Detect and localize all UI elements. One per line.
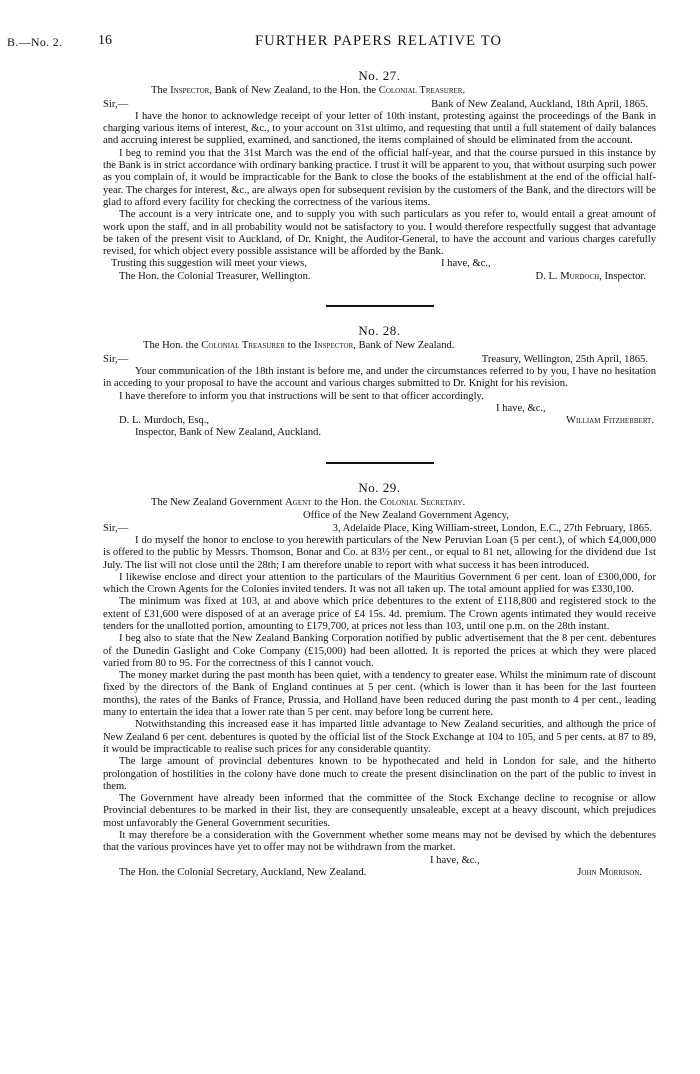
paragraph: I do myself the honor to enclose to you herewith particulars of the New Peruvian Loan (5 per cent.), of which £4,000,000 is offered to the public by Messrs. Thomson, Bonar and Co. at 83½ per cent., or equal to 81 net, allowing for the dividend due 1st July. The list will not close until the 28th; I am therefore unable to report with what success it has been introduced. xyxy=(103,534,656,571)
letter-number: No. 29. xyxy=(358,479,401,495)
heading-text: . xyxy=(462,85,466,97)
salutation: Sir,— xyxy=(103,98,129,110)
paragraph: It may therefore be a consideration with the Government whether some means may not be devised by which the debentures that the various provinces have yet to offer may not be withdrawn from the market. xyxy=(103,830,656,854)
heading-recipient: Inspector xyxy=(314,340,354,352)
office-line xyxy=(103,510,656,522)
heading-text: The xyxy=(151,85,171,97)
addressee: The Hon. the Colonial Secretary, Auckland, New Zealand. xyxy=(119,866,367,878)
signatory: John Morrison. xyxy=(577,866,642,878)
letter-heading xyxy=(151,497,656,509)
office: Office of the New Zealand Government Agency, xyxy=(303,510,509,522)
paragraph: Notwithstanding this increased ease it has imparted little advantage to New Zealand securities, and although the price of New Zealand 6 per cent. debentures is quoted by the official list of the Stock Exchange at 104 to 105, and 5 per cents. at 87 to 89, it would be impracticable to realise such prices for any considerable quantity. xyxy=(103,719,656,755)
paper-reference: B.—No. 2. xyxy=(7,35,63,49)
letter-29 xyxy=(103,479,656,880)
addressee: D. L. Murdoch, Esq., xyxy=(119,415,210,427)
heading-text: , Bank of New Zealand, to the Hon. the xyxy=(209,85,379,97)
closing-sign: I have, &c., xyxy=(430,854,480,866)
addressee-line-2 xyxy=(103,427,656,439)
page-number: 16 xyxy=(98,33,112,48)
closing-sign: I have, &c., xyxy=(496,402,546,414)
salutation-line xyxy=(103,354,656,366)
paragraph: I have therefore to inform you that instructions will be sent to that officer accordingly. xyxy=(119,390,484,402)
addressee-line xyxy=(103,271,656,283)
heading-recipient: Colonial Secretary xyxy=(379,497,463,509)
addressee: The Hon. the Colonial Treasurer, Wellington. xyxy=(119,270,311,282)
paragraph: I have the honor to acknowledge receipt of your letter of 10th instant, protesting against the proceedings of the Bank in charging various items of interest, &c., to your account on 31st ultimo, and requesting that until a full statement of daily balances and accruing interest be supplied, examined, and sanctioned, the items complained of should be eliminated from the account. xyxy=(103,110,656,147)
paragraph: I likewise enclose and direct your attention to the particulars of the Mauritius Government 6 per cent. loan of £300,000, for which the Crown Agents for the Colonies invited tenders. It was not all taken up. The total amount applied for was £330,100. xyxy=(103,571,656,596)
paragraph: The Government have already been informed that the committee of the Stock Exchange decline to recognise or allow Provincial debentures to be marked in their list, they are consequently unsaleable, except at a heavy discount, which prejudices most unfavorably the General Government securities. xyxy=(103,793,656,829)
closing-sign: I have, &c., xyxy=(441,258,491,270)
paragraph: I beg to remind you that the 31st March was the end of the official half-year, and that the course pursued in this instance by the Bank is in strict accordance with ordinary banking practice. I trust it will be apparent to you, that without usurping such power as you complain of, it would be impracticable for the Bank to close the books of the establishment at the end of the official half-year. The charges for interest, &c., are always open for subsequent revision by the customers of the Bank, and the directors will be glad to afford every facility for checking the correctness of the various items. xyxy=(103,147,656,208)
letter-heading xyxy=(151,85,656,97)
closing-line xyxy=(103,403,656,415)
signatory: William Fitzherbert. xyxy=(565,415,654,427)
addressee-detail: Inspector, Bank of New Zealand, Auckland. xyxy=(135,427,322,439)
letter-27 xyxy=(103,70,656,283)
heading-text: , Bank of New Zealand. xyxy=(353,340,455,352)
heading-text: . xyxy=(462,497,466,509)
addressee-line xyxy=(103,415,656,427)
letter-number: No. 27. xyxy=(358,68,401,83)
heading-sender: Agent xyxy=(285,497,312,509)
paragraph: The large amount of provincial debentures known to be hypothecated and held in London for sale, and the hitherto prolongation of hostilities in the colony have done much to create the present disinclination on the part of the public to invest in them. xyxy=(103,756,656,792)
heading-text: The Hon. the xyxy=(143,340,202,352)
letter-28 xyxy=(103,325,656,440)
place-date: 3, Adelaide Place, King William-street, London, E.C., 27th February, 1865. xyxy=(332,522,652,534)
closing-line xyxy=(103,258,656,270)
page-body xyxy=(103,70,656,879)
paragraph: The money market during the past month has been quiet, with a tendency to greater ease. Whilst the minimum rate of discount fixed by the directors of the Bank of England continues at 5 per cent. (which is lower than it has been for the last fourteen months), the rates of the Banks of France, Prussia, and Holland have been reduced during the past month to 4 per cent., leading many to entertain the idea that a lower rate than 5 per cent. may before long be current here. xyxy=(103,670,656,719)
running-title: FURTHER PAPERS RELATIVE TO xyxy=(255,33,503,49)
page-header xyxy=(0,33,700,52)
addressee-line xyxy=(103,867,656,879)
paragraph: I beg also to state that the New Zealand Banking Corporation notified by public advertisement that the 8 per cent. debentures of the Dunedin Gaslight and Coke Company (£15,000) had been allotted. It is reported the prices at which they were placed varied from 80 to 95. For the correctness of this I cannot vouch. xyxy=(103,633,656,669)
paragraph: The account is a very intricate one, and to supply you with such particulars as you refer to, would entail a great amount of work upon the staff, and in all probability would not be satisfactory to you. I would therefore respectfully suggest that advantage be taken of the present visit to Auckland, of Dr. Knight, the Auditor-General, to have the account and various charges carefully revised, for which object every possible assistance will be afforded by the Bank. xyxy=(103,209,656,258)
heading-text: The New Zealand Government xyxy=(151,497,286,509)
closing-line xyxy=(103,855,656,867)
letter-heading xyxy=(143,340,656,352)
paragraph: Your communication of the 18th instant is before me, and under the circumstances referred to by you, I have no hesitation in acceding to your proposal to have the account and various charges submitted to Dr. Knight for his revision. xyxy=(103,365,656,390)
signature xyxy=(536,271,646,283)
place-date: Treasury, Wellington, 25th April, 1865. xyxy=(481,353,648,365)
heading-sender: Inspector xyxy=(170,85,210,97)
signatory-role: , Inspector. xyxy=(599,270,646,282)
signatory: D. L. Murdoch xyxy=(535,270,600,282)
salutation: Sir,— xyxy=(103,353,129,365)
section-divider xyxy=(326,462,434,464)
heading-text: to the Hon. the xyxy=(311,497,380,509)
salutation: Sir,— xyxy=(103,522,129,534)
paragraph: The minimum was fixed at 103, at and above which price debentures to the extent of £118,800 and registered stock to the extent of £31,600 were disposed of at an average price of £4 15s. 4d. premium. The Crown agents intimated they would receive tenders for the unallotted portion, amounting to £179,700, at prices not less than 103, until one p.m. on the 28th instant. xyxy=(103,596,656,632)
heading-sender: Colonial Treasurer xyxy=(201,340,285,352)
letter-number: No. 28. xyxy=(358,323,401,339)
heading-text: to the xyxy=(284,340,315,352)
place-date: Bank of New Zealand, Auckland, 18th April, 1865. xyxy=(431,98,648,110)
salutation-line xyxy=(103,523,656,535)
salutation-line xyxy=(103,99,656,111)
heading-recipient: Colonial Treasurer xyxy=(378,85,463,97)
section-divider xyxy=(326,305,434,307)
closing-text: Trusting this suggestion will meet your views, xyxy=(111,258,307,270)
